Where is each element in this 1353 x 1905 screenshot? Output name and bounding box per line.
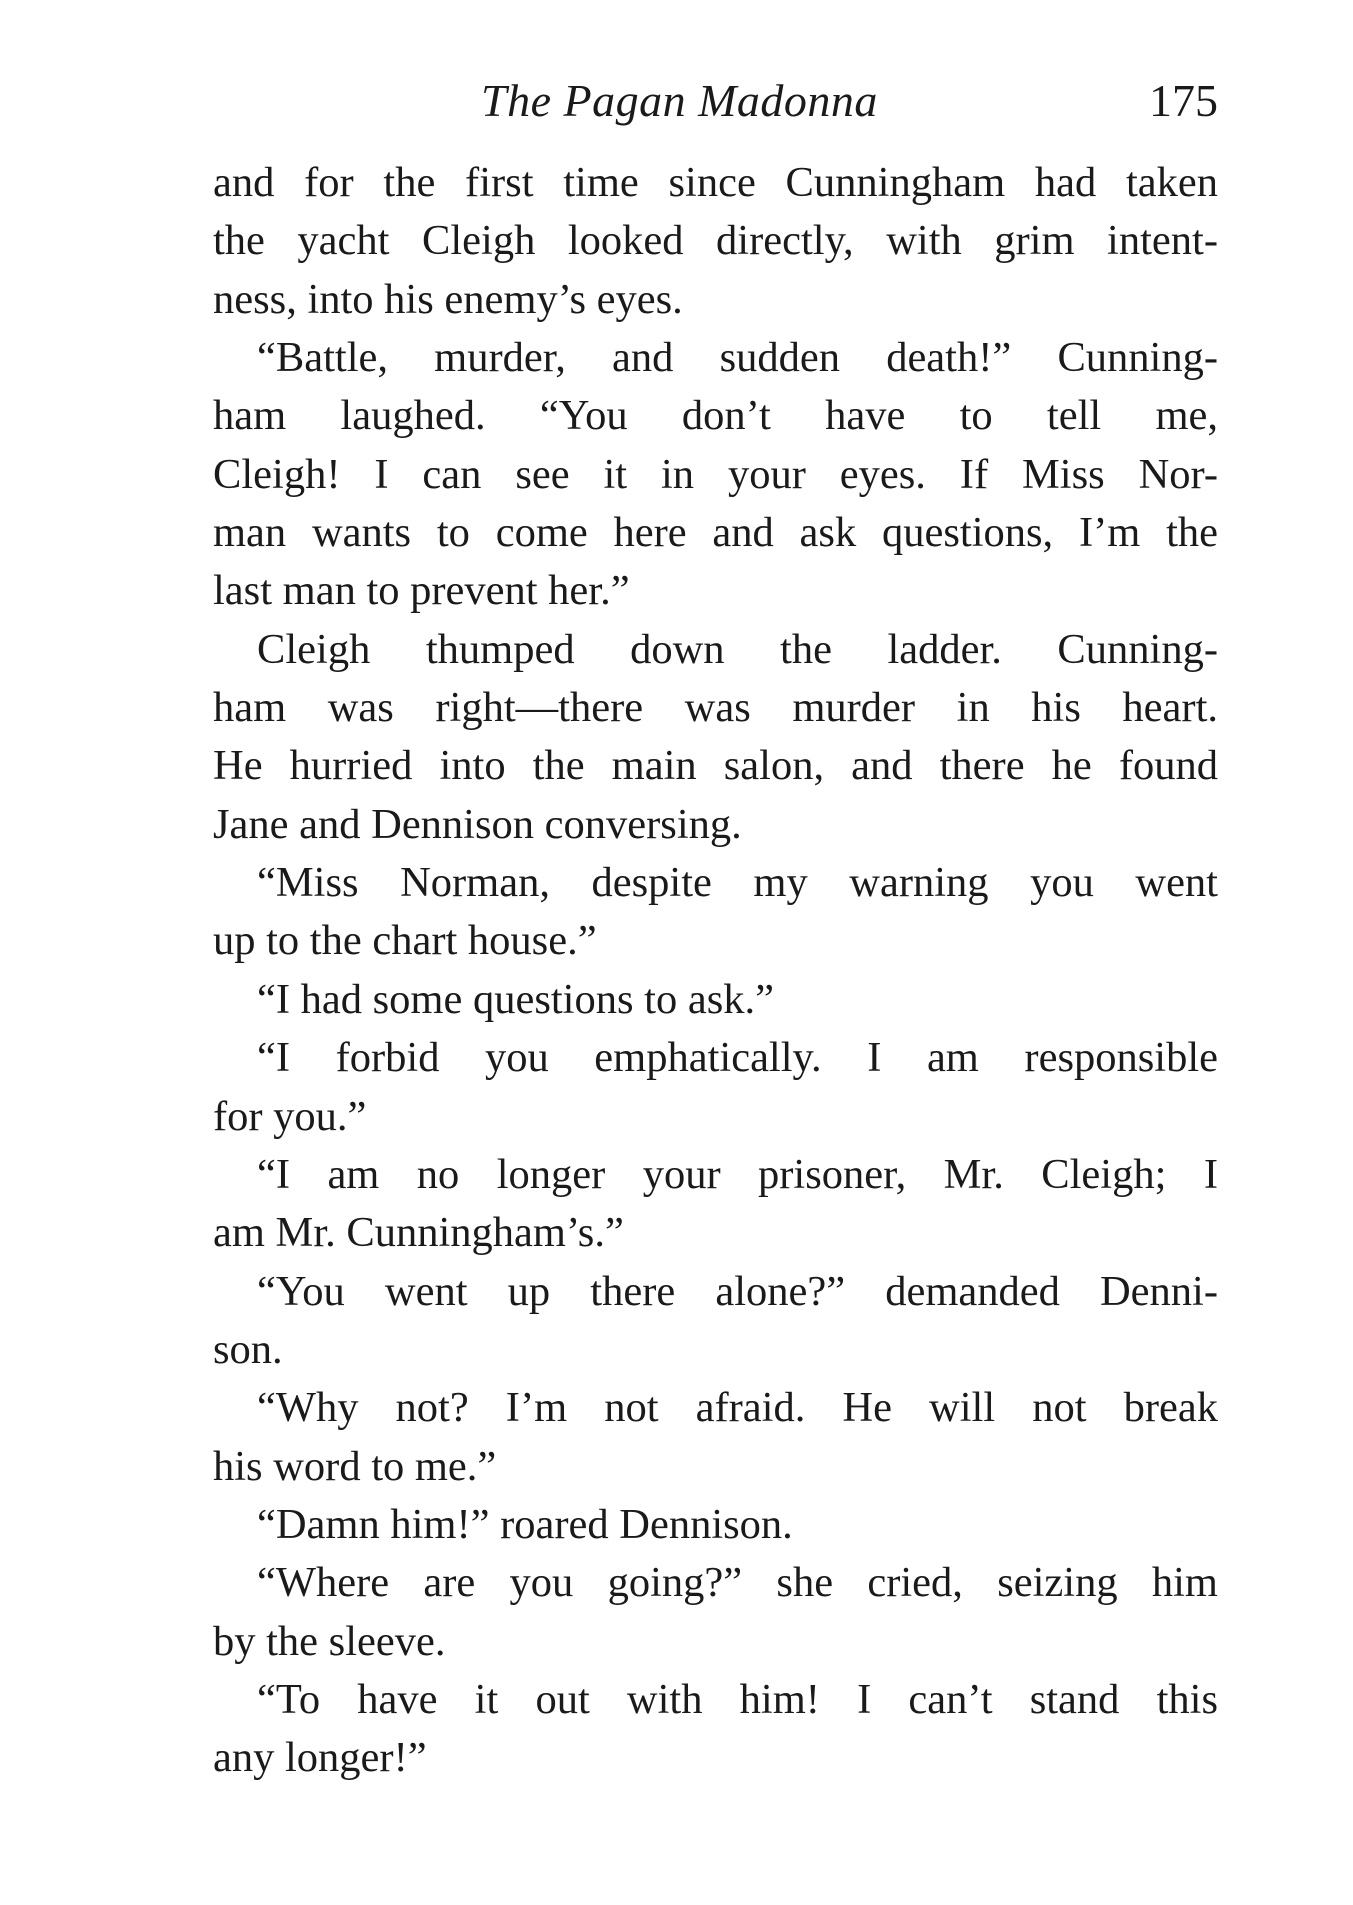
- text-line: “I forbid you emphatically. I am responsible: [257, 1034, 1218, 1082]
- text-line: the yacht Cleigh looked directly, with grim intent-: [213, 217, 1218, 265]
- text-line: “Where are you going?” she cried, seizing him: [257, 1559, 1218, 1607]
- text-line: Cleigh thumped down the ladder. Cunning-: [257, 625, 1218, 673]
- text-line: “Miss Norman, despite my warning you went: [257, 859, 1218, 907]
- text-line: “I am no longer your prisoner, Mr. Cleigh; I: [257, 1150, 1218, 1198]
- text-line: “I had some questions to ask.”: [257, 975, 774, 1023]
- text-line: up to the chart house.”: [213, 917, 597, 965]
- body-text: [213, 154, 1218, 1788]
- running-title: The Pagan Madonna: [481, 75, 878, 126]
- text-line: ham laughed. “You don’t have to tell me,: [213, 392, 1218, 440]
- text-line: “To have it out with him! I can’t stand this: [257, 1675, 1218, 1723]
- text-line: son.: [213, 1325, 283, 1373]
- text-line: his word to me.”: [213, 1442, 497, 1490]
- text-line: any longer!”: [213, 1734, 427, 1782]
- running-header: [213, 72, 1218, 130]
- text-line: am Mr. Cunningham’s.”: [213, 1209, 624, 1257]
- text-line: and for the first time since Cunningham had taken: [213, 159, 1218, 206]
- text-line: “You went up there alone?” demanded Denni-: [257, 1267, 1218, 1315]
- text-line: He hurried into the main salon, and there he found: [213, 742, 1218, 790]
- text-line: Cleigh! I can see it in your eyes. If Miss Nor-: [213, 450, 1218, 498]
- text-line: ness, into his enemy’s eyes.: [213, 275, 683, 323]
- text-line: Jane and Dennison conversing.: [213, 800, 742, 848]
- text-line: ham was right—there was murder in his heart.: [213, 684, 1218, 732]
- text-line: man wants to come here and ask questions, I’m the: [213, 509, 1218, 557]
- text-line: “Why not? I’m not afraid. He will not break: [257, 1384, 1218, 1432]
- text-line: last man to prevent her.”: [213, 567, 630, 615]
- text-line: “Damn him!” roared Dennison.: [257, 1500, 793, 1548]
- text-line: “Battle, murder, and sudden death!” Cunning-: [257, 334, 1218, 382]
- text-line: by the sleeve.: [213, 1617, 446, 1665]
- page-number: 175: [1149, 75, 1218, 126]
- text-line: for you.”: [213, 1092, 367, 1140]
